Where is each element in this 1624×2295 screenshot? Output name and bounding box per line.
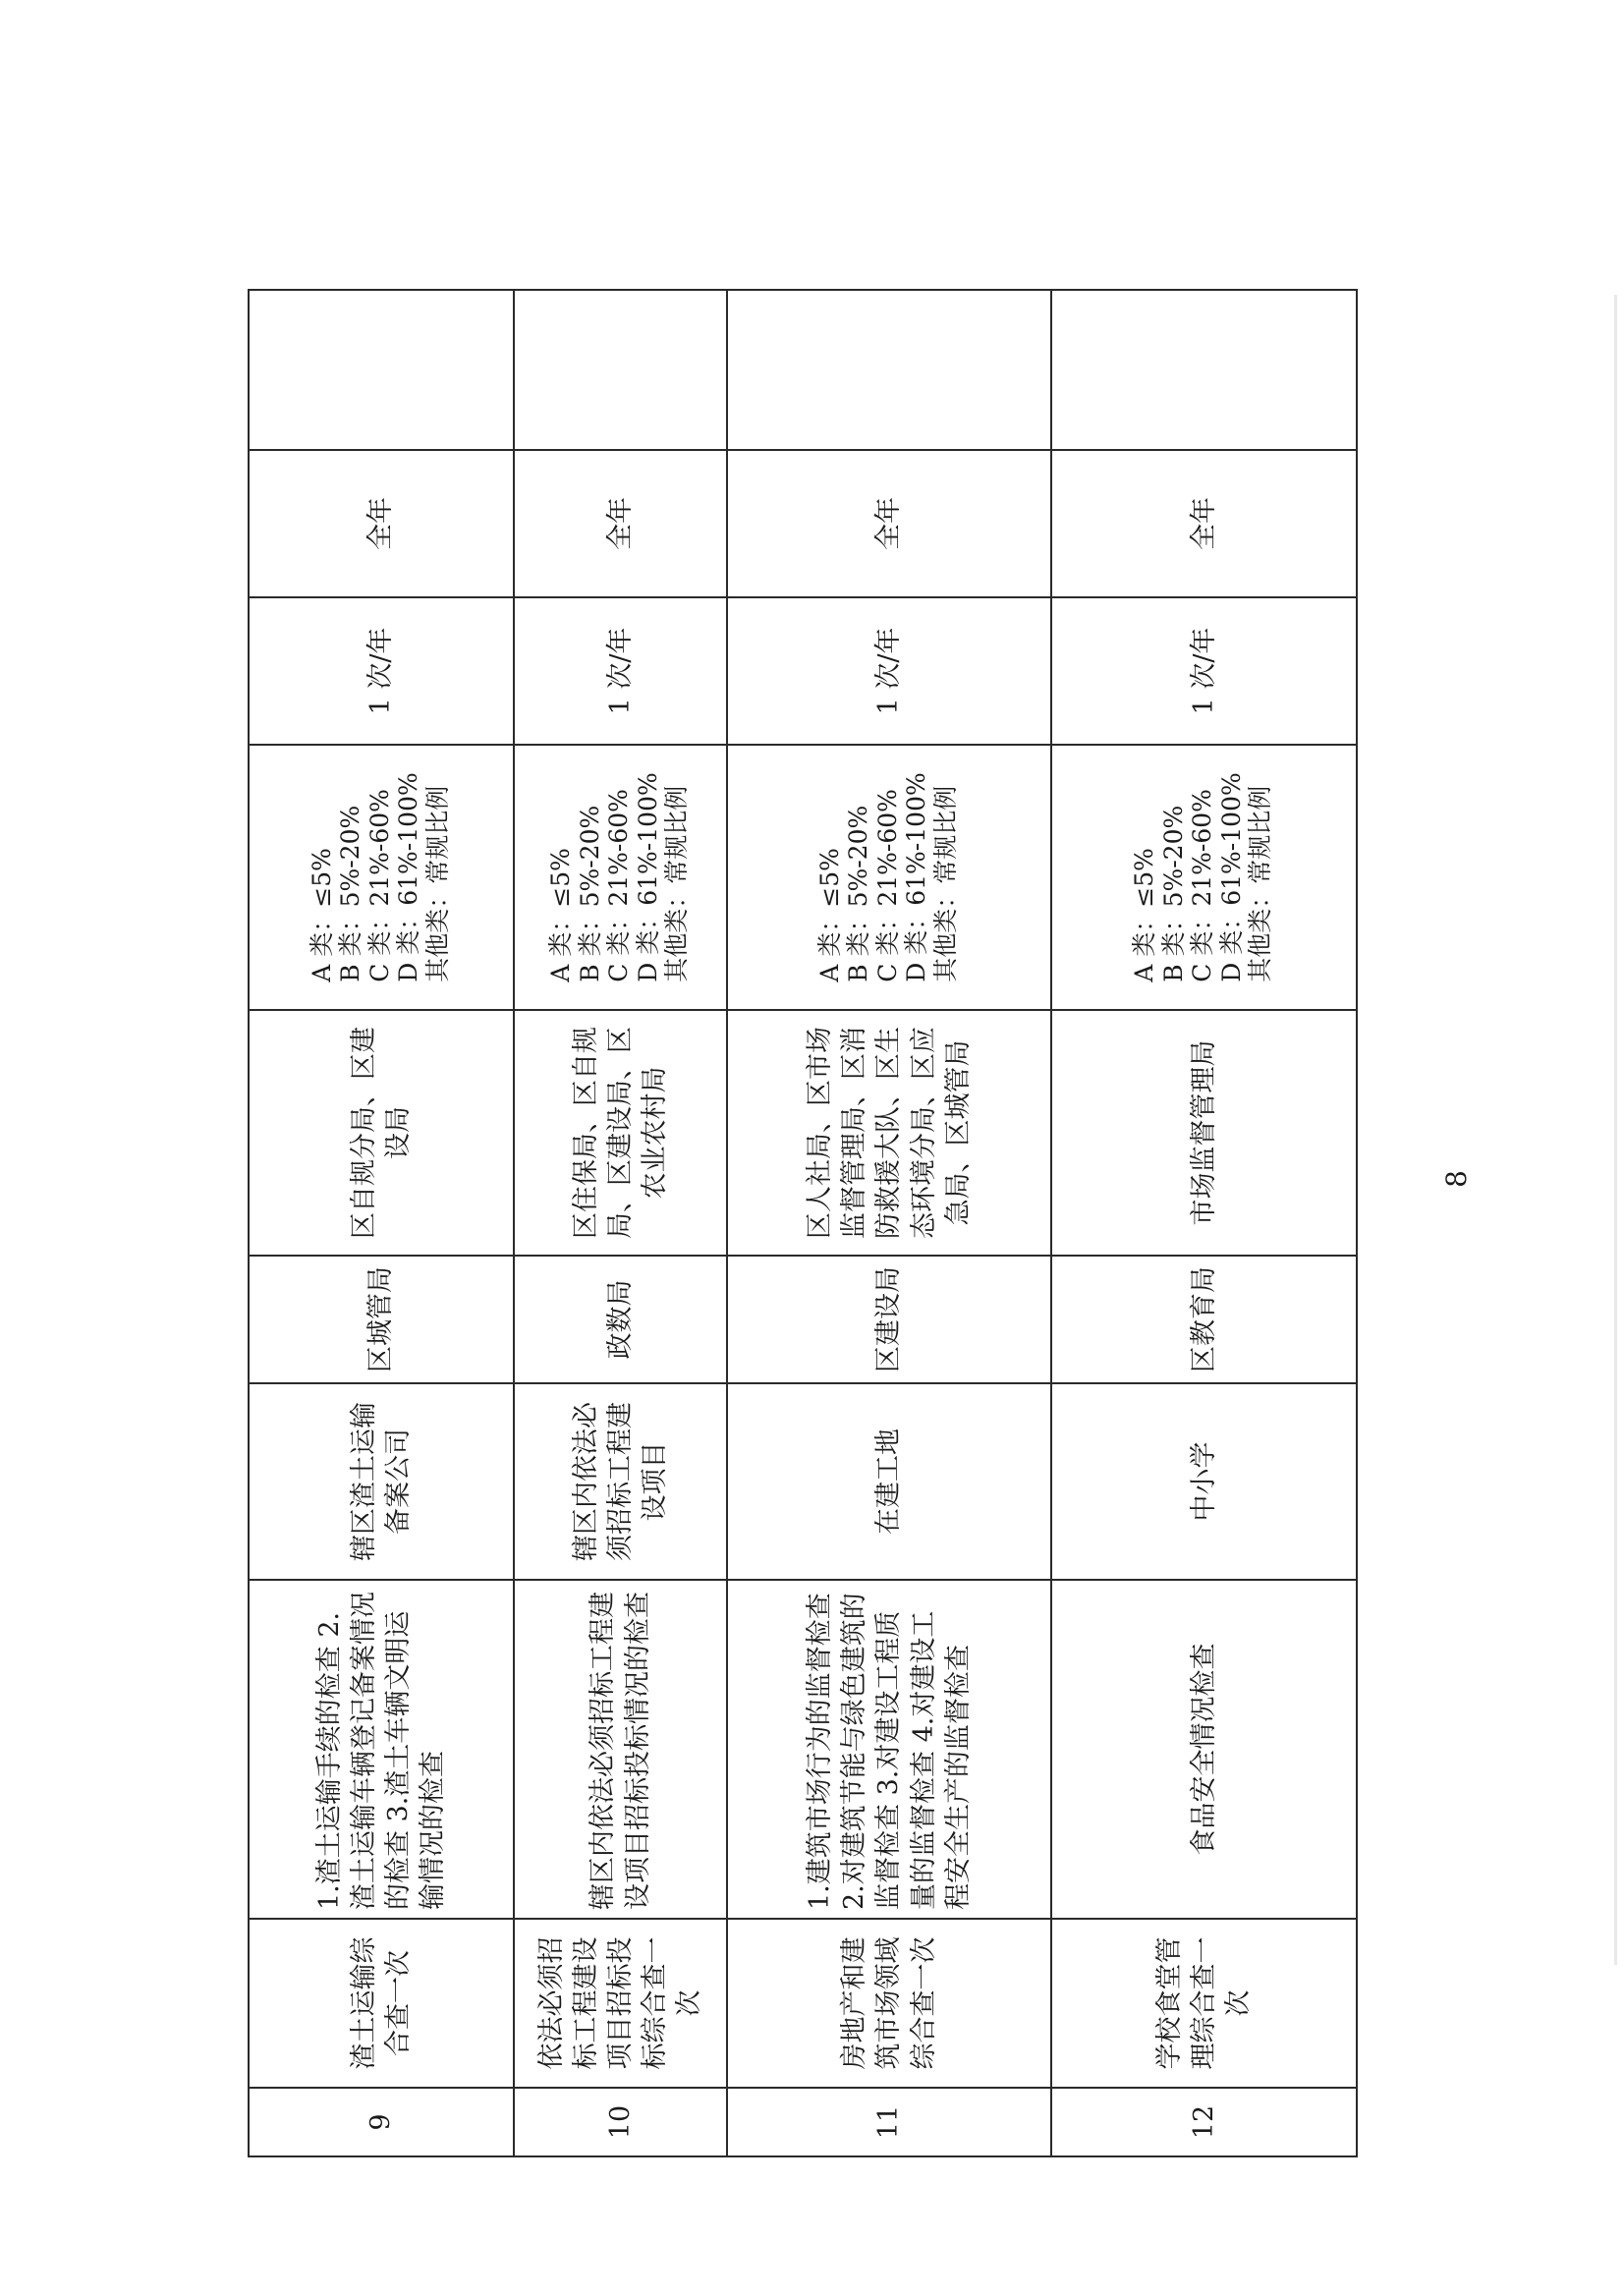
cooperating-departments: 区自规分局、区建设局 xyxy=(249,1010,514,1256)
table-row xyxy=(1051,290,1357,2156)
cooperating-departments: 区人社局、区市场监督管理局、区消防救援大队、区生态环境分局、区应急局、区城管局 xyxy=(727,1010,1051,1256)
inspection-time: 全年 xyxy=(1051,450,1357,597)
lead-department: 区城管局 xyxy=(249,1256,514,1383)
table-row xyxy=(514,290,727,2156)
remarks xyxy=(1051,290,1357,450)
page-number: 8 xyxy=(1440,1170,1473,1188)
inspection-time: 全年 xyxy=(727,450,1051,597)
ratio-d: D 类：61%-100% xyxy=(633,772,662,982)
ratio-a: A 类：≤5% xyxy=(546,848,576,982)
inspection-object: 中小学 xyxy=(1051,1383,1357,1580)
ratio-b: B 类：5%-20% xyxy=(1158,805,1188,982)
ratio-other: 其他类：常规比例 xyxy=(662,785,692,982)
ratio-c: C 类：21%-60% xyxy=(604,789,634,982)
item-name: 学校食堂管理综合查一次 xyxy=(1051,1919,1357,2088)
ratio-d: D 类：61%-100% xyxy=(902,772,931,982)
ratio-other: 其他类：常规比例 xyxy=(930,785,960,982)
ratio-d: D 类：61%-100% xyxy=(1216,772,1246,982)
sampling-ratio xyxy=(249,745,514,1010)
ratio-b: B 类：5%-20% xyxy=(575,805,604,982)
ratio-a: A 类：≤5% xyxy=(307,848,336,982)
item-name: 依法必须招标工程建设项目招标投标综合查一次 xyxy=(514,1919,727,2088)
frequency: 1 次/年 xyxy=(514,597,727,745)
remarks xyxy=(249,290,514,450)
ratio-d: D 类：61%-100% xyxy=(394,772,423,982)
inspection-object: 辖区渣土运输备案公司 xyxy=(249,1383,514,1580)
inspection-object: 辖区内依法必须招标工程建设项目 xyxy=(514,1383,727,1580)
frequency: 1 次/年 xyxy=(1051,597,1357,745)
row-number: 11 xyxy=(727,2088,1051,2156)
inspection-time: 全年 xyxy=(249,450,514,597)
ratio-a: A 类：≤5% xyxy=(1130,848,1159,982)
lead-department: 区教育局 xyxy=(1051,1256,1357,1383)
ratio-c: C 类：21%-60% xyxy=(872,789,902,982)
frequency: 1 次/年 xyxy=(727,597,1051,745)
inspection-table xyxy=(248,289,1358,2157)
row-number: 9 xyxy=(249,2088,514,2156)
inspection-object: 在建工地 xyxy=(727,1383,1051,1580)
frequency: 1 次/年 xyxy=(249,597,514,745)
row-number: 10 xyxy=(514,2088,727,2156)
ratio-b: B 类：5%-20% xyxy=(844,805,873,982)
cooperating-departments: 区住保局、区自规局、区建设局、区农业农村局 xyxy=(514,1010,727,1256)
scan-edge-shadow xyxy=(1614,295,1617,1965)
row-number: 12 xyxy=(1051,2088,1357,2156)
inspection-time: 全年 xyxy=(514,450,727,597)
item-name: 房地产和建筑市场领域综合查一次 xyxy=(727,1919,1051,2088)
ratio-c: C 类：21%-60% xyxy=(1188,789,1217,982)
lead-department: 区建设局 xyxy=(727,1256,1051,1383)
item-name: 渣土运输综合查一次 xyxy=(249,1919,514,2088)
table-row xyxy=(249,290,514,2156)
inspection-content: 食品安全情况检查 xyxy=(1051,1580,1357,1919)
ratio-other: 其他类：常规比例 xyxy=(422,785,452,982)
inspection-content: 辖区内依法必须招标工程建设项目招标投标情况的检查 xyxy=(514,1580,727,1919)
lead-department: 政数局 xyxy=(514,1256,727,1383)
sampling-ratio xyxy=(727,745,1051,1010)
inspection-content: 1.建筑市场行为的监督检查 2.对建筑节能与绿色建筑的监督检查 3.对建设工程质量的监督检查 4.对建设工程安全生产的监督检查 xyxy=(727,1580,1051,1919)
sampling-ratio xyxy=(514,745,727,1010)
ratio-a: A 类：≤5% xyxy=(814,848,844,982)
remarks xyxy=(514,290,727,450)
cooperating-departments: 市场监督管理局 xyxy=(1051,1010,1357,1256)
rotated-table-wrapper xyxy=(248,291,1356,2157)
ratio-other: 其他类：常规比例 xyxy=(1246,785,1275,982)
table-row xyxy=(727,290,1051,2156)
inspection-content: 1.渣土运输手续的检查 2.渣土运输车辆登记备案情况的检查 3.渣土车辆文明运输情况的检查 xyxy=(249,1580,514,1919)
ratio-c: C 类：21%-60% xyxy=(364,789,394,982)
ratio-b: B 类：5%-20% xyxy=(336,805,365,982)
remarks xyxy=(727,290,1051,450)
sampling-ratio xyxy=(1051,745,1357,1010)
